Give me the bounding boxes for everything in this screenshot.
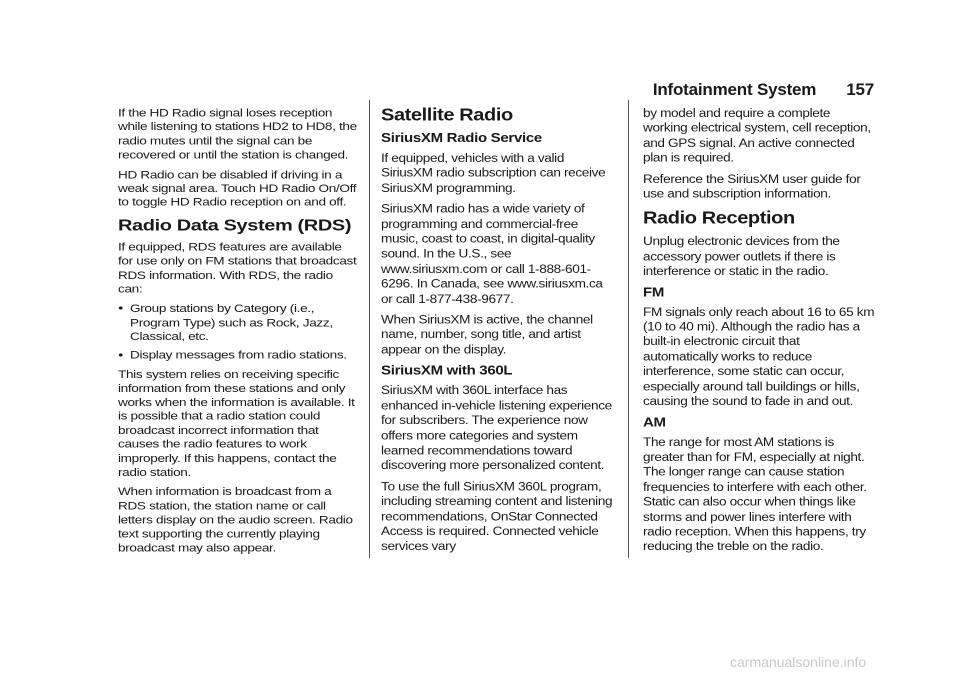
section-title: Infotainment System — [652, 80, 817, 99]
paragraph: If equipped, vehicles with a valid SiriusXM radio subscription can receive SiriusXM programming. — [381, 151, 606, 195]
heading-fm: FM — [643, 284, 665, 300]
column-divider-1 — [369, 100, 370, 558]
list-item: ● Group stations by Category (i.e., Program Type) such as Rock, Jazz, Classical, etc. — [118, 302, 358, 344]
column-divider-2 — [628, 100, 629, 558]
paragraph: FM signals only reach about 16 to 65 km (10 to 40 mi). Although the radio has a built-in electronic circuit that automatically works to reduce interference, some static can occur, especially around tall buildings or hills, causing the sound to fade in and out. — [643, 305, 875, 408]
paragraph: If the HD Radio signal loses reception while listening to stations HD2 to HD8, the radio mutes until the signal can be recovered or until the station is changed. — [118, 106, 357, 161]
paragraph: When SiriusXM is active, the channel name, number, song title, and artist appear on the display. — [381, 313, 593, 357]
heading-siriusxm-360l: SiriusXM with 360L — [381, 363, 513, 379]
paragraph: Reference the SiriusXM user guide for use and subscription information. — [643, 172, 861, 201]
paragraph: Unplug electronic devices from the accessory power outlets if there is interference or static in the radio. — [643, 234, 840, 278]
paragraph: The range for most AM stations is greater than for FM, especially at night. The longer range can cause station frequencies to interfere with each other. Static can also occur when things like storms and power lines interfere with radio reception. When this happens, try reducing the treble on the radio. — [643, 435, 867, 553]
paragraph: This system relies on receiving specific information from these stations and only works when the information is available. It is possible that a radio station could broadcast incorrect information that causes the radio features to work improperly. If this happens, contact the radio station. — [118, 368, 355, 479]
paragraph: by model and require a complete working electrical system, cell reception, and GPS signal. An active connected plan is required. — [643, 106, 871, 165]
paragraph: When information is broadcast from a RDS station, the station name or call letters display on the audio screen. Radio text supporting the currently playing broadcast may also appear. — [118, 485, 353, 554]
paragraph: HD Radio can be disabled if driving in a weak signal area. Touch HD Radio On/Off to toggle HD Radio reception on and off. — [118, 168, 357, 209]
bullet-list — [118, 302, 358, 362]
page-header — [653, 80, 874, 100]
paragraph: SiriusXM with 360L interface has enhanced in-vehicle listening experience for subscribers. The experience now offers more categories and system learned recommendations toward discovering more personalized content. — [381, 384, 612, 472]
column-1 — [118, 106, 358, 561]
paragraph: To use the full SiriusXM 360L program, including streaming content and listening recommendations, OnStar Connected Access is required. Connected vehicle services vary — [381, 479, 613, 553]
heading-am: AM — [643, 414, 666, 430]
heading-siriusxm-service: SiriusXM Radio Service — [381, 130, 542, 146]
watermark: carmanualsonline.info — [730, 654, 867, 670]
column-3 — [643, 106, 877, 560]
heading-radio-reception: Radio Reception — [643, 209, 795, 229]
page-number: 157 — [846, 80, 874, 99]
paragraph: If equipped, RDS features are available for use only on FM stations that broadcast RDS information. With RDS, the radio can: — [118, 240, 357, 295]
list-item: ● Display messages from radio stations. — [118, 348, 358, 362]
paragraph: SiriusXM radio has a wide variety of programming and commercial-free music, coast to coast, in digital-quality sound. In the U.S., see www.siriusxm.com or call 1-888-601-6296. In Canada, see www.siriusxm.ca or call 1-877-438-9677. — [381, 202, 603, 306]
heading-rds: Radio Data System (RDS) — [118, 216, 352, 235]
column-2 — [381, 106, 613, 560]
heading-satellite-radio: Satellite Radio — [381, 106, 513, 125]
